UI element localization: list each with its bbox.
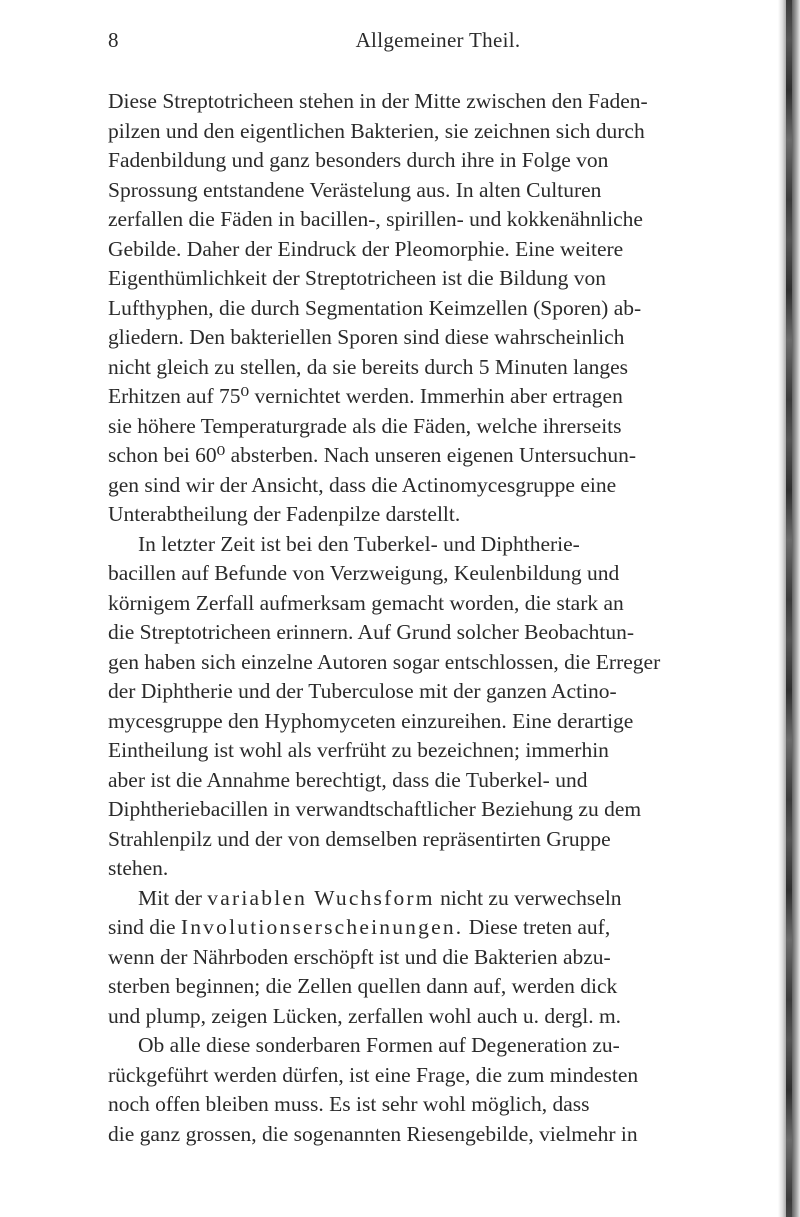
- text-line: In letzter Zeit ist bei den Tuberkel- und Diphtherie-: [138, 531, 580, 556]
- text-line: mycesgruppe den Hyphomyceten einzureihen. Eine derartige: [108, 708, 634, 733]
- text-fragment: Mit der: [138, 885, 208, 910]
- text-line: wenn der Nährboden erschöpft ist und die Bakterien abzu-: [108, 944, 611, 969]
- text-line: Diphtheriebacillen in verwandtschaftlicher Beziehung zu dem: [108, 797, 642, 821]
- text-fragment: nicht zu verwechseln: [434, 885, 622, 910]
- text-line: Erhitzen auf 75⁰ vernichtet werden. Immerhin aber ertragen: [108, 384, 623, 408]
- running-title: Allgemeiner Theil.: [355, 28, 521, 52]
- text-line: körnigem Zerfall aufmerksam gemacht worden, die stark an: [108, 590, 624, 615]
- text-line: Ob alle diese sonderbaren Formen auf Degeneration zu-: [138, 1033, 620, 1057]
- text-line: Diese Streptotricheen stehen in der Mitte zwischen den Faden-: [108, 89, 648, 113]
- text-line: Fadenbildung und ganz besonders durch ihre in Folge von: [108, 148, 609, 172]
- text-fragment: Diese treten auf,: [463, 915, 611, 939]
- page-number: 8: [108, 28, 119, 52]
- text-line: Unterabtheilung der Fadenpilze darstellt.: [108, 502, 461, 526]
- text-line: Strahlenpilz und der von demselben repräsentirten Gruppe: [108, 826, 611, 851]
- scanned-page-edge-shadow: [786, 0, 792, 1217]
- text-line: gen sind wir der Ansicht, dass die Actinomycesgruppe eine: [108, 472, 617, 497]
- text-line: sie höhere Temperaturgrade als die Fäden, welche ihrerseits: [108, 413, 622, 438]
- emphasized-term: Involutionserscheinungen.: [180, 915, 464, 939]
- text-line: die ganz grossen, die sogenannten Riesengebilde, vielmehr in: [108, 1121, 638, 1146]
- text-line: gen haben sich einzelne Autoren sogar entschlossen, die Erreger: [108, 649, 661, 674]
- text-line: Eintheilung ist wohl als verfrüht zu bezeichnen; immerhin: [108, 738, 609, 762]
- text-line: Sprossung entstandene Verästelung aus. In alten Culturen: [108, 177, 602, 202]
- emphasized-term: variablen Wuchsform: [207, 885, 435, 910]
- text-line: Gebilde. Daher der Eindruck der Pleomorphie. Eine weitere: [108, 236, 624, 261]
- text-line: [108, 884, 738, 914]
- text-line: aber ist die Annahme berechtigt, dass die Tuberkel- und: [108, 767, 588, 792]
- paragraph-block: [108, 943, 738, 1150]
- text-line: [108, 913, 738, 943]
- text-line: der Diphtherie und der Tuberculose mit der ganzen Actino-: [108, 679, 617, 703]
- text-line: stehen.: [108, 856, 169, 880]
- text-line: bacillen auf Befunde von Verzweigung, Keulenbildung und: [108, 561, 620, 585]
- text-line: zerfallen die Fäden in bacillen-, spirillen- und kokkenähnliche: [108, 207, 643, 231]
- text-line: rückgeführt werden dürfen, ist eine Frage, die zum mindesten: [108, 1062, 639, 1087]
- running-head: [108, 28, 728, 58]
- text-line: noch offen bleiben muss. Es ist sehr wohl möglich, dass: [108, 1092, 590, 1116]
- text-line: sterben beginnen; die Zellen quellen dann auf, werden dick: [108, 974, 618, 998]
- text-line: schon bei 60⁰ absterben. Nach unseren eigenen Untersuchun-: [108, 443, 637, 467]
- text-fragment: sind die: [108, 915, 181, 939]
- text-line: die Streptotricheen erinnern. Auf Grund solcher Beobachtun-: [108, 620, 634, 644]
- text-line: nicht gleich zu stellen, da sie bereits durch 5 Minuten langes: [108, 354, 629, 379]
- text-line: gliedern. Den bakteriellen Sporen sind diese wahrscheinlich: [108, 325, 625, 349]
- text-line: Eigenthümlichkeit der Streptotricheen ist die Bildung von: [108, 266, 606, 290]
- text-line: Lufthyphen, die durch Segmentation Keimzellen (Sporen) ab-: [108, 295, 642, 320]
- text-line: pilzen und den eigentlichen Bakterien, sie zeichnen sich durch: [108, 118, 645, 143]
- text-line: und plump, zeigen Lücken, zerfallen wohl auch u. dergl. m.: [108, 1003, 622, 1028]
- body-text: [108, 87, 738, 1149]
- paragraph-block: [108, 87, 738, 884]
